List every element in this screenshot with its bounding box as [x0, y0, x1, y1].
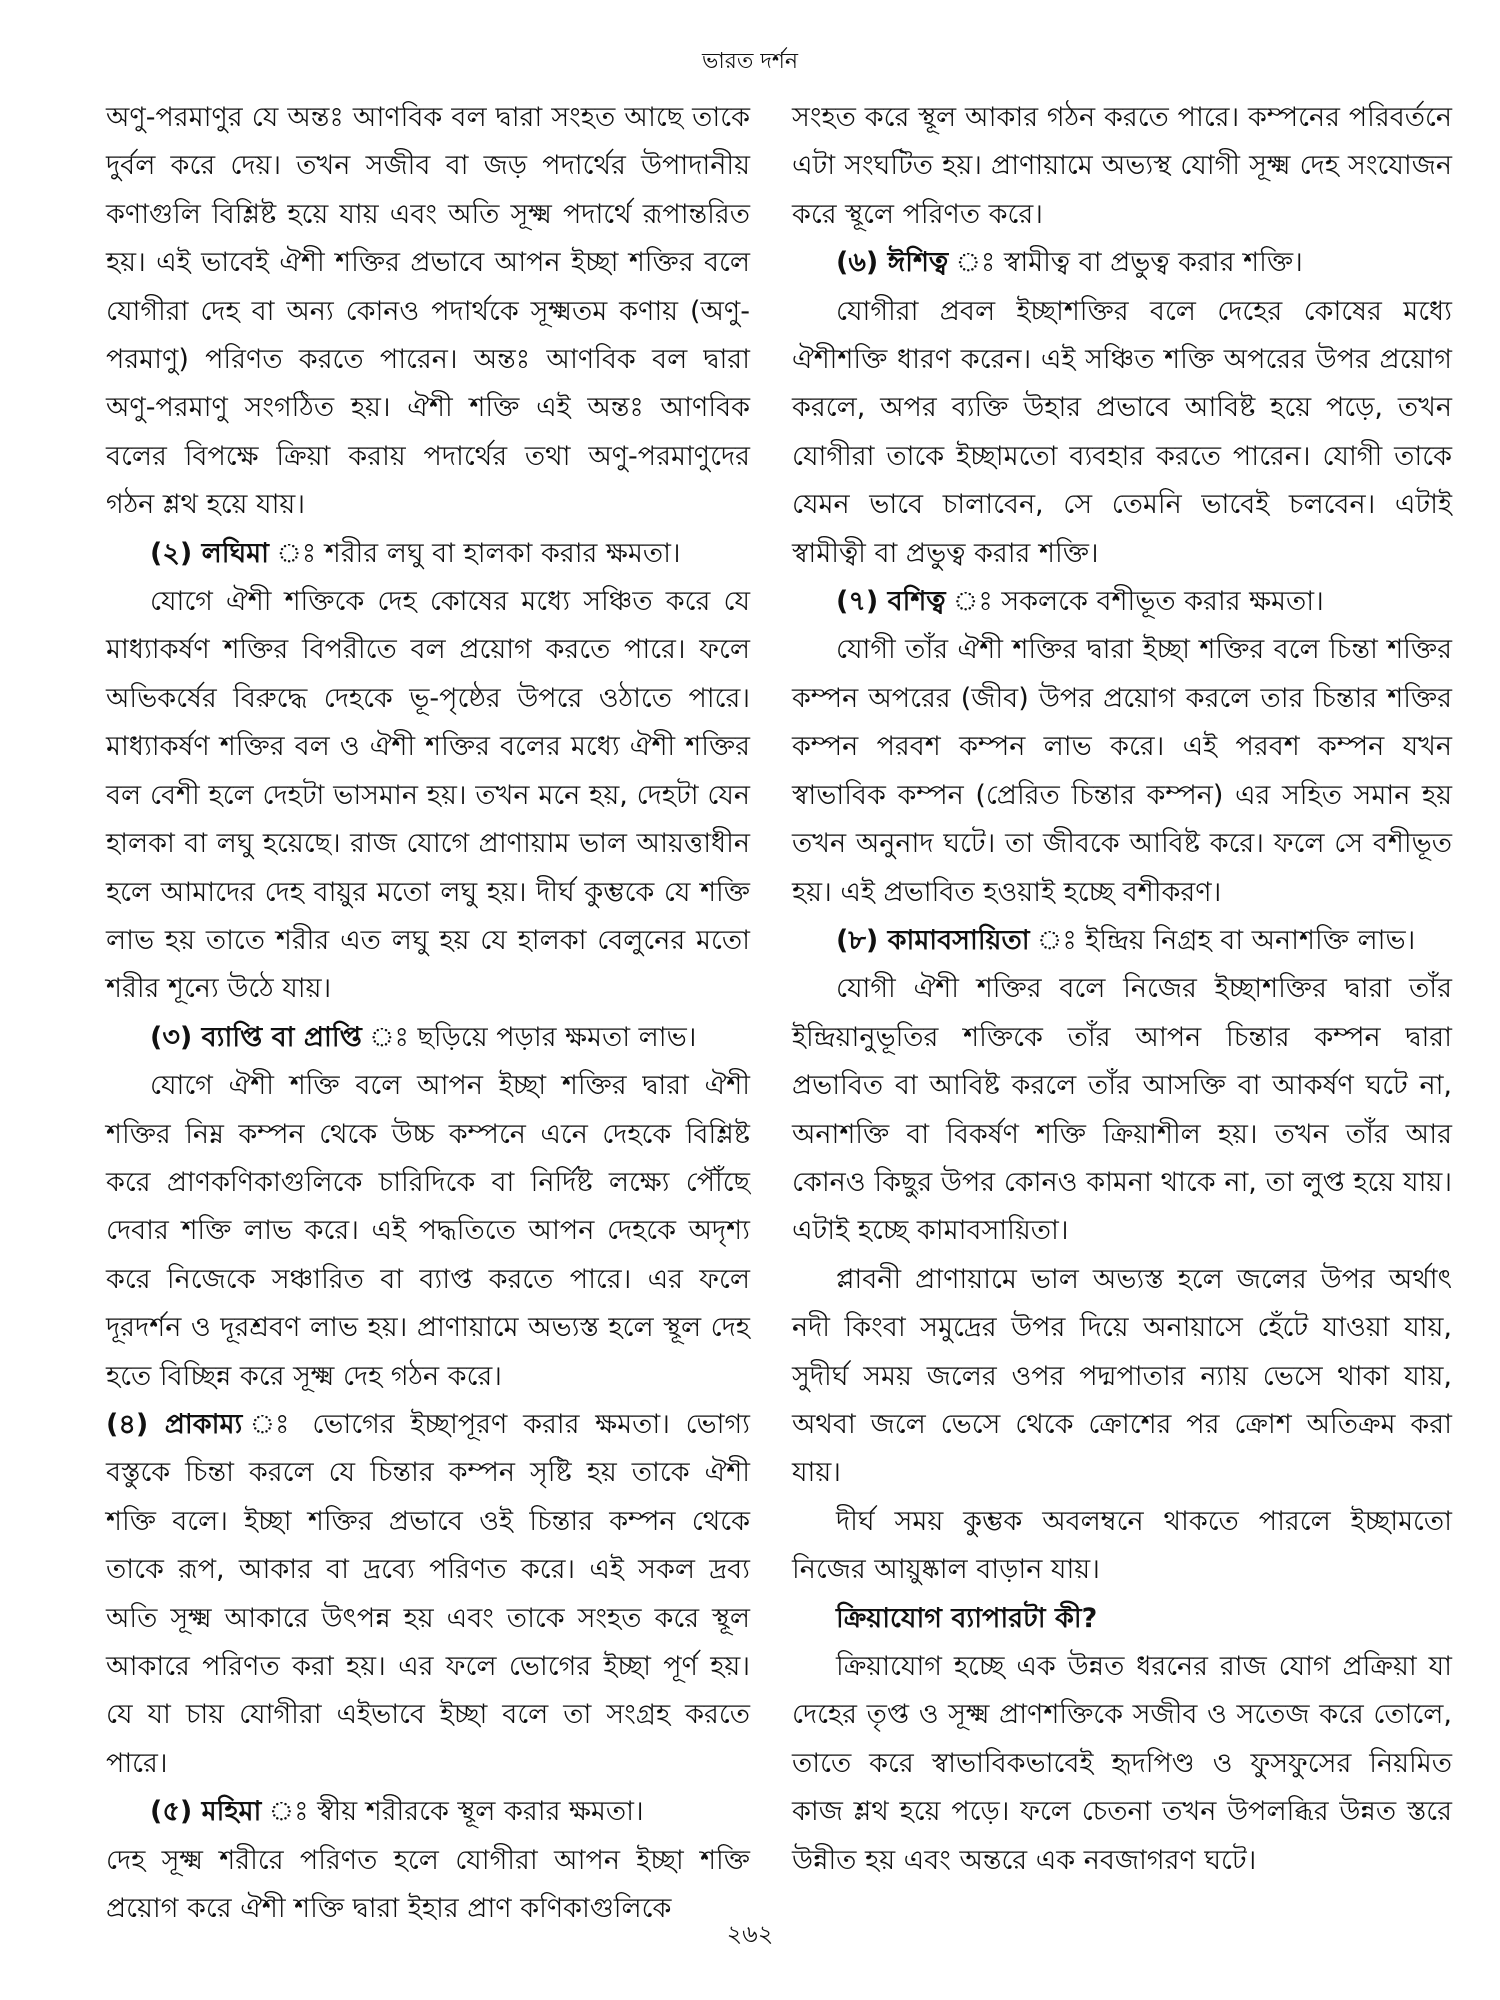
heading-text: ঃ সকলকে বশীভূত করার ক্ষমতা।	[945, 586, 1324, 618]
paragraph: ক্রিয়াযোগ হচ্ছে এক উন্নত ধরনের রাজ যোগ প্রক্রিয়া যা দেহের তৃপ্ত ও সূক্ষ্ম প্রাণশক্তিকে সজীব ও সতেজ করে তোলে, তাতে করে স্বাভাবিকভাবেই হৃদপিণ্ড ও ফুসফুসের নিয়মিত কাজ শ্লথ হয়ে পড়ে। ফলে চেতনা তখন উপলব্ধির উন্নত স্তরে উন্নীত হয় এবং অন্তরে এক নবজাগরণ ঘটে।	[792, 1651, 1452, 1876]
heading-text: ঃ ভোগের ইচ্ছাপূরণ করার ক্ষমতা। ভোগ্য বস্তুকে চিন্তা করলে যে চিন্তার কম্পন সৃষ্টি হয় তাকে ঐশী শক্তি বলে। ইচ্ছা শক্তির প্রভাবে ওই চিন্তার কম্পন থেকে তাকে রূপ, আকার বা দ্রব্যে পরিণত করে। এই সকল দ্রব্য অতি সূক্ষ্ম আকারে উৎপন্ন হয় এবং তাকে সংহত করে স্থূল আকারে পরিণত করা হয়। এর ফলে ভোগের ইচ্ছা পূর্ণ হয়। যে যা চায় যোগীরা এইভাবে ইচ্ছা বলে তা সংগ্রহ করতে পারে।	[106, 1408, 751, 1779]
heading-title: (৪) প্রাকাম্য	[106, 1408, 243, 1440]
paragraph: যোগীরা প্রবল ইচ্ছাশক্তির বলে দেহের কোষের মধ্যে ঐশীশক্তি ধারণ করেন। এই সঞ্চিত শক্তি অপরের উপর প্রয়োগ করলে, অপর ব্যক্তি উহার প্রভাবে আবিষ্ট হয়ে পড়ে, তখন যোগীরা তাকে ইচ্ছামতো ব্যবহার করতে পারেন। যোগী তাকে যেমন ভাবে চালাবেন, সে তেমনি ভাবেই চলবেন। এটাই স্বামীত্বী বা প্রভুত্ব করার শক্তি।	[792, 295, 1452, 569]
question-heading: ক্রিয়াযোগ ব্যাপারটা কী?	[836, 1602, 1098, 1634]
heading-text: ঃ স্বীয় শরীরকে স্থূল করার ক্ষমতা।	[261, 1796, 644, 1828]
section-heading-ishitva	[792, 239, 1452, 287]
section-heading-mahima	[106, 1788, 750, 1836]
section-heading-laghima	[106, 530, 750, 578]
heading-title: (৭) বশিত্ব	[836, 586, 946, 618]
heading-title: (৬) ঈশিত্ব	[836, 247, 949, 279]
heading-text: ঃ স্বামীত্ব বা প্রভুত্ব করার শক্তি।	[948, 247, 1303, 279]
paragraph: অণু-পরমাণুর যে অন্তঃ আণবিক বল দ্বারা সংহত আছে তাকে দুর্বল করে দেয়। তখন সজীব বা জড় পদার্থের উপাদানীয় কণাগুলি বিশ্লিষ্ট হয়ে যায় এবং অতি সূক্ষ্ম পদার্থে রূপান্তরিত হয়। এই ভাবেই ঐশী শক্তির প্রভাবে আপন ইচ্ছা শক্তির বলে যোগীরা দেহ বা অন্য কোনও পদার্থকে সূক্ষ্মতম কণায় (অণু-পরমাণু) পরিণত করতে পারেন। অন্তঃ আণবিক বল দ্বারা অণু-পরমাণু সংগঠিত হয়। ঐশী শক্তি এই অন্তঃ আণবিক বলের বিপক্ষে ক্রিয়া করায় পদার্থের তথা অণু-পরমাণুদের গঠন শ্লথ হয়ে যায়।	[106, 102, 750, 521]
heading-text: ঃ শরীর লঘু বা হালকা করার ক্ষমতা।	[268, 537, 681, 569]
heading-text: ঃ ছড়িয়ে পড়ার ক্ষমতা লাভ।	[361, 1021, 697, 1053]
paragraph: যোগে ঐশী শক্তি বলে আপন ইচ্ছা শক্তির দ্বারা ঐশী শক্তির নিম্ন কম্পন থেকে উচ্চ কম্পনে এনে দেহকে বিশ্লিষ্ট করে প্রাণকণিকাগুলিকে চারিদিকে বা নির্দিষ্ট লক্ষ্যে পৌঁছে দেবার শক্তি লাভ করে। এই পদ্ধতিতে আপন দেহকে অদৃশ্য করে নিজেকে সঞ্চারিত বা ব্যাপ্ত করতে পারে। এর ফলে দূরদর্শন ও দূরশ্রবণ লাভ হয়। প্রাণায়ামে অভ্যস্ত হলে স্থূল দেহ হতে বিচ্ছিন্ন করে সূক্ষ্ম দেহ গঠন করে।	[106, 1070, 750, 1392]
left-column	[106, 94, 750, 1933]
paragraph: যোগী তাঁর ঐশী শক্তির দ্বারা ইচ্ছা শক্তির বলে চিন্তা শক্তির কম্পন অপরের (জীব) উপর প্রয়োগ করলে তার চিন্তার শক্তির কম্পন পরবশ কম্পন লাভ করে। এই পরবশ কম্পন যখন স্বাভাবিক কম্পন (প্রেরিত চিন্তার কম্পন) এর সহিত সমান হয় তখন অনুনাদ ঘটে। তা জীবকে আবিষ্ট করে। ফলে সে বশীভূত হয়। এই প্রভাবিত হওয়াই হচ্ছে বশীকরণ।	[792, 634, 1452, 908]
paragraph: যোগে ঐশী শক্তিকে দেহ কোষের মধ্যে সঞ্চিত করে যে মাধ্যাকর্ষণ শক্তির বিপরীতে বল প্রয়োগ করতে পারে। ফলে অভিকর্ষের বিরুদ্ধে দেহকে ভূ-পৃষ্ঠের উপরে ওঠাতে পারে। মাধ্যাকর্ষণ শক্তির বল ও ঐশী শক্তির বলের মধ্যে ঐশী শক্তির বল বেশী হলে দেহটা ভাসমান হয়। তখন মনে হয়, দেহটা যেন হালকা বা লঘু হয়েছে। রাজ যোগে প্রাণায়াম ভাল আয়ত্তাধীন হলে আমাদের দেহ বায়ুর মতো লঘু হয়। দীর্ঘ কুম্ভকে যে শক্তি লাভ হয় তাতে শরীর এত লঘু হয় যে হালকা বেলুনের মতো শরীর শূন্যে উঠে যায়।	[106, 586, 750, 1005]
paragraph: যোগী ঐশী শক্তির বলে নিজের ইচ্ছাশক্তির দ্বারা তাঁর ইন্দ্রিয়ানুভূতির শক্তিকে তাঁর আপন চিন্তার কম্পন দ্বারা প্রভাবিত বা আবিষ্ট করলে তাঁর আসক্তি বা আকর্ষণ ঘটে না, অনাশক্তি বা বিকর্ষণ শক্তি ক্রিয়াশীল হয়। তখন তাঁর আর কোনও কিছুর উপর কোনও কামনা থাকে না, তা লুপ্ত হয়ে যায়। এটাই হচ্ছে কামাবসায়িতা।	[792, 973, 1452, 1247]
running-header: ভারত দর্শন	[701, 49, 799, 74]
right-column	[792, 94, 1452, 1885]
paragraph: সংহত করে স্থূল আকার গঠন করতে পারে। কম্পনের পরিবর্তনে এটা সংঘটিত হয়। প্রাণায়ামে অভ্যস্থ যোগী সূক্ষ্ম দেহ সংযোজন করে স্থূলে পরিণত করে।	[792, 102, 1452, 230]
heading-title: (৮) কামাবসায়িতা	[836, 924, 1030, 956]
heading-title: (৩) ব্যাপ্তি বা প্রাপ্তি	[150, 1021, 362, 1053]
section-heading-vashitva	[792, 578, 1452, 626]
section-heading-byapti	[106, 1014, 750, 1062]
heading-title: (২) লঘিমা	[150, 537, 269, 569]
section-heading-kamavasayita	[792, 917, 1452, 965]
heading-title: (৫) মহিমা	[150, 1796, 262, 1828]
paragraph: দীর্ঘ সময় কুম্ভক অবলম্বনে থাকতে পারলে ইচ্ছামতো নিজের আয়ুষ্কাল বাড়ান যায়।	[792, 1505, 1452, 1586]
section-heading-prakamya	[106, 1401, 750, 1788]
paragraph: দেহ সূক্ষ্ম শরীরে পরিণত হলে যোগীরা আপন ইচ্ছা শক্তি প্রয়োগ করে ঐশী শক্তি দ্বারা ইহার প্রাণ কণিকাগুলিকে	[106, 1844, 750, 1925]
heading-text: ঃ ইন্দ্রিয় নিগ্রহ বা অনাশক্তি লাভ।	[1029, 924, 1416, 956]
paragraph: প্লাবনী প্রাণায়ামে ভাল অভ্যস্ত হলে জলের উপর অর্থাৎ নদী কিংবা সমুদ্রের উপর দিয়ে অনায়াসে হেঁটে যাওয়া যায়, সুদীর্ঘ সময় জলের ওপর পদ্মপাতার ন্যায় ভেসে থাকা যায়, অথবা জলে ভেসে থেকে ক্রোশের পর ক্রোশ অতিক্রম করা যায়।	[792, 1263, 1452, 1489]
page-number: ২৬২	[726, 1920, 774, 1948]
